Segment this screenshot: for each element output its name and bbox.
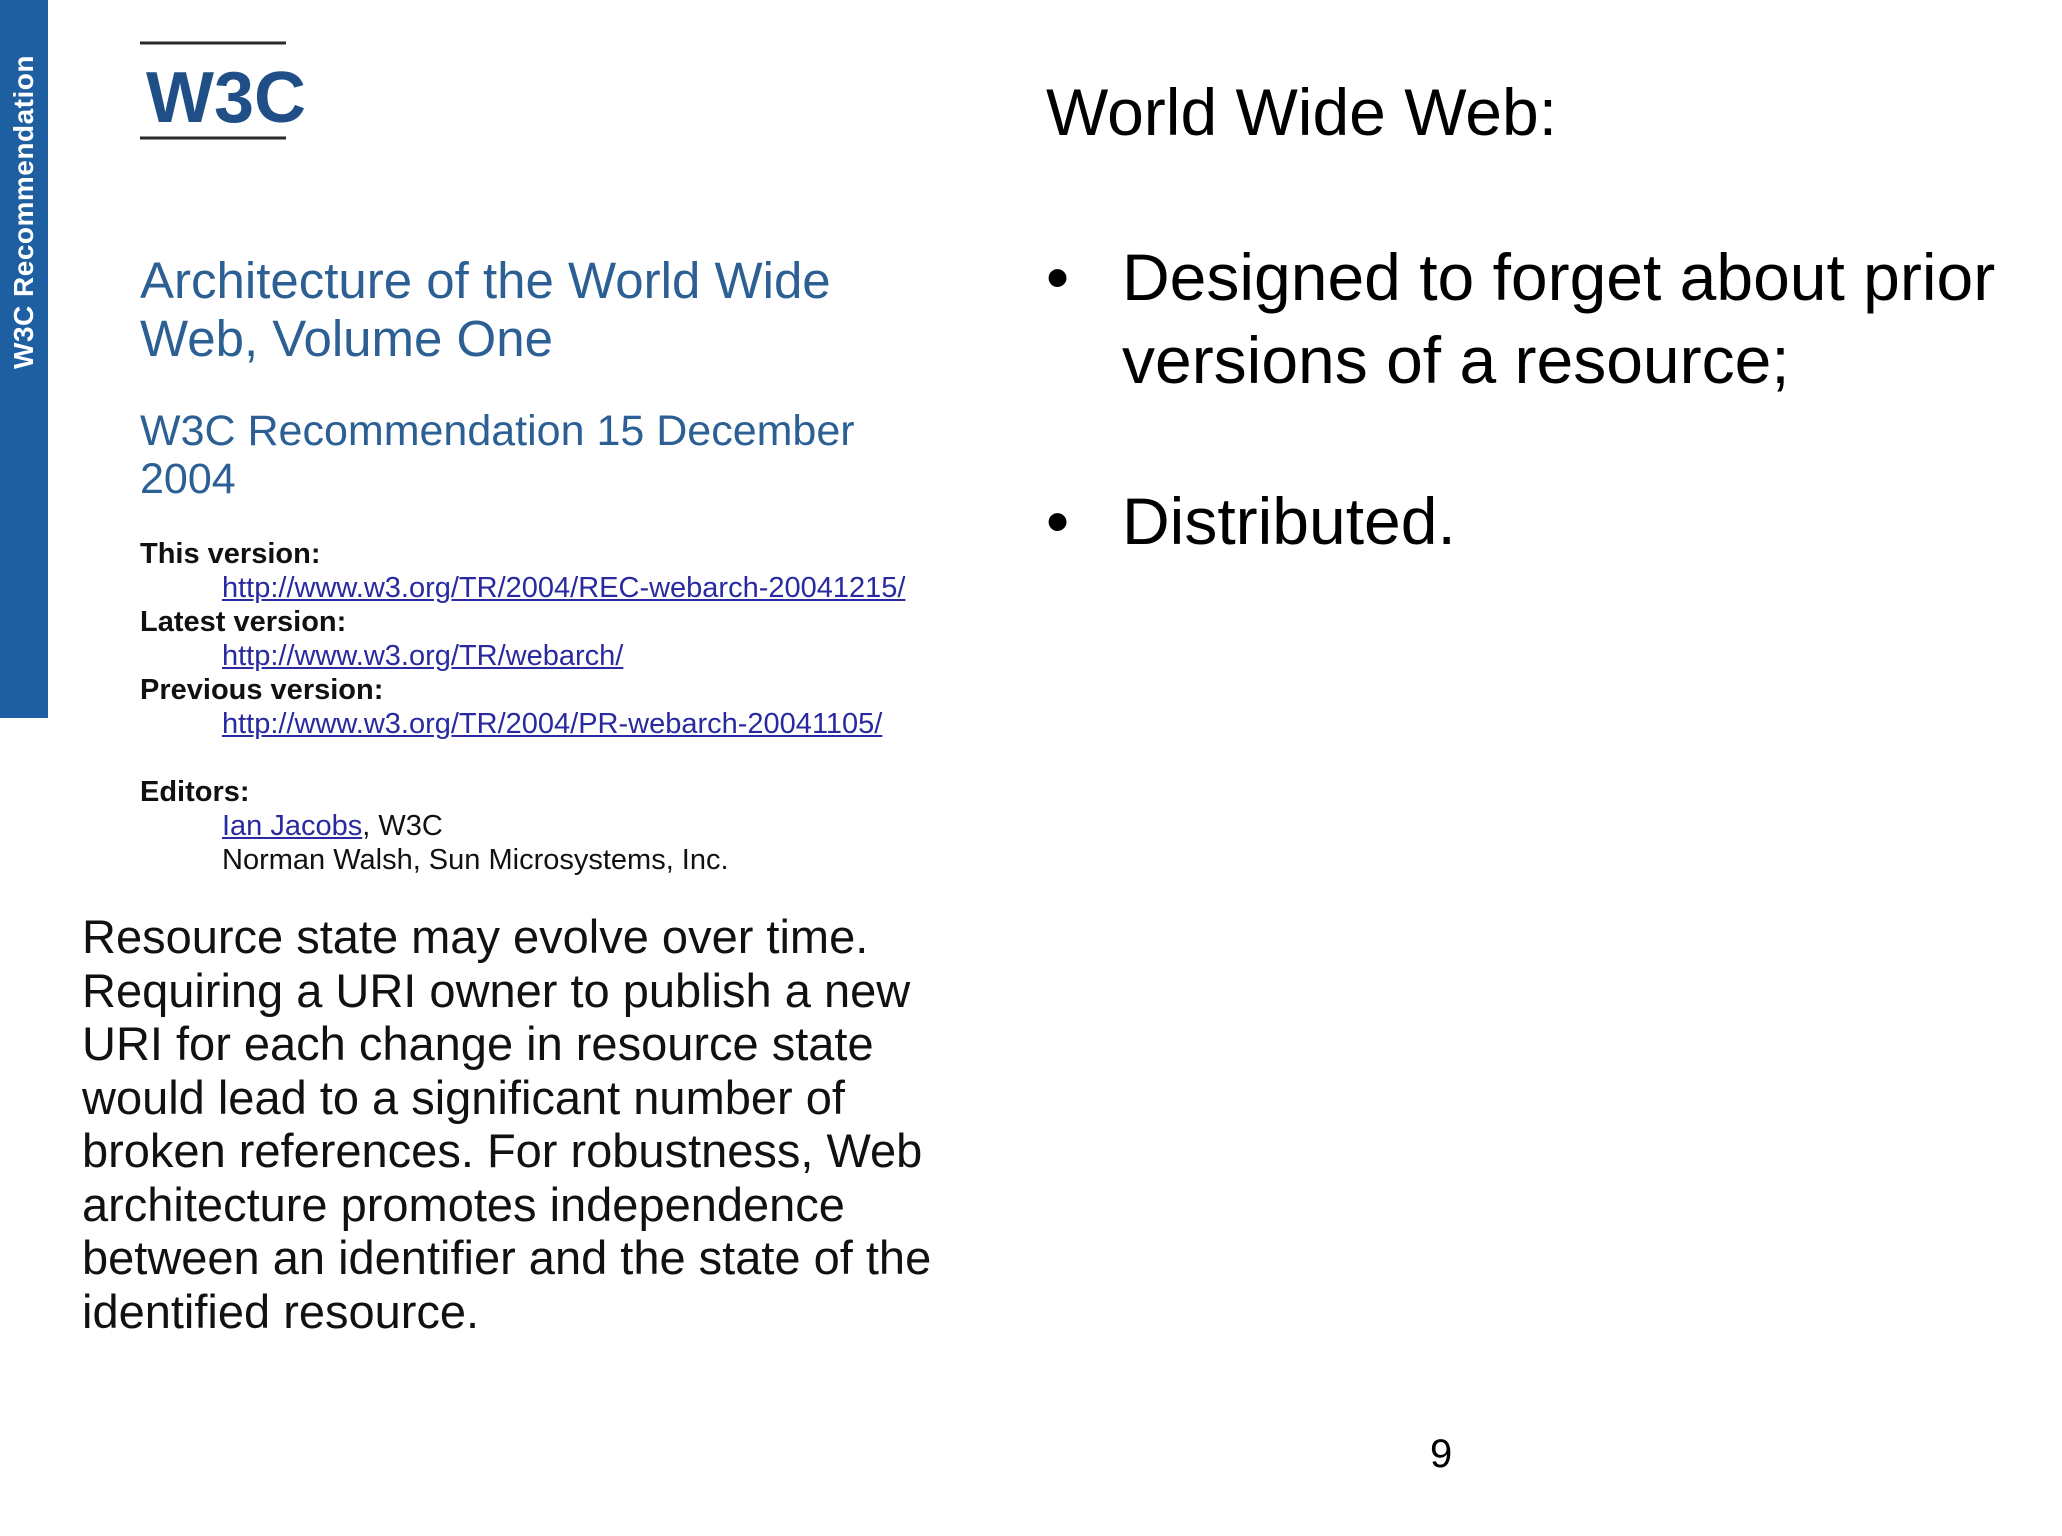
w3c-logo — [140, 40, 306, 142]
bullet-dot: • — [1046, 240, 1070, 314]
previous-version-label: Previous version: — [140, 674, 384, 706]
editor-2: Norman Walsh, Sun Microsystems, Inc. — [222, 844, 729, 876]
bullet-dot: • — [1046, 484, 1070, 558]
document-title: Architecture of the World Wide Web, Volume One — [140, 252, 831, 367]
quote-line: URI for each change in resource state — [82, 1017, 874, 1070]
quote-block — [82, 910, 1062, 1338]
editor-1 — [222, 810, 443, 843]
quote-line: broken references. For robustness, Web — [82, 1124, 923, 1177]
bullet-text — [1122, 236, 2062, 402]
editors-label: Editors: — [140, 776, 250, 808]
quote-line: architecture promotes independence — [82, 1177, 845, 1231]
latest-version-link[interactable]: http://www.w3.org/TR/webarch/ — [222, 640, 624, 672]
this-version-label: This version: — [140, 538, 321, 570]
previous-version-link[interactable]: http://www.w3.org/TR/2004/PR-webarch-20041105/ — [222, 708, 883, 740]
quote-line: identified resource. — [82, 1284, 480, 1338]
document-subtitle: W3C Recommendation 15 December 2004 — [140, 407, 855, 503]
editor-1-org: , W3C — [362, 810, 443, 842]
quote-line: Resource state may evolve over time. — [82, 910, 869, 963]
quote-line: between an identifier and the state of the — [82, 1231, 932, 1284]
sidebar-label: W3C Recommendation — [8, 55, 39, 369]
editor-1-link[interactable]: Ian Jacobs — [222, 810, 363, 842]
latest-version-label: Latest version: — [140, 606, 347, 638]
w3c-logo-text: W3C — [146, 58, 306, 138]
slide-heading: World Wide Web: — [1046, 75, 1558, 149]
bullet-line: versions of a resource; — [1122, 323, 1790, 397]
page-number: 9 — [1430, 1432, 1453, 1476]
bullet-text — [1122, 480, 2062, 563]
bullet-line: Designed to forget about prior — [1122, 240, 1996, 314]
quote-line: would lead to a significant number of — [82, 1070, 845, 1124]
quote-line: Requiring a URI owner to publish a new — [82, 963, 911, 1017]
bullet-line: Distributed. — [1122, 484, 1456, 558]
this-version-link[interactable]: http://www.w3.org/TR/2004/REC-webarch-20041215/ — [222, 572, 906, 604]
